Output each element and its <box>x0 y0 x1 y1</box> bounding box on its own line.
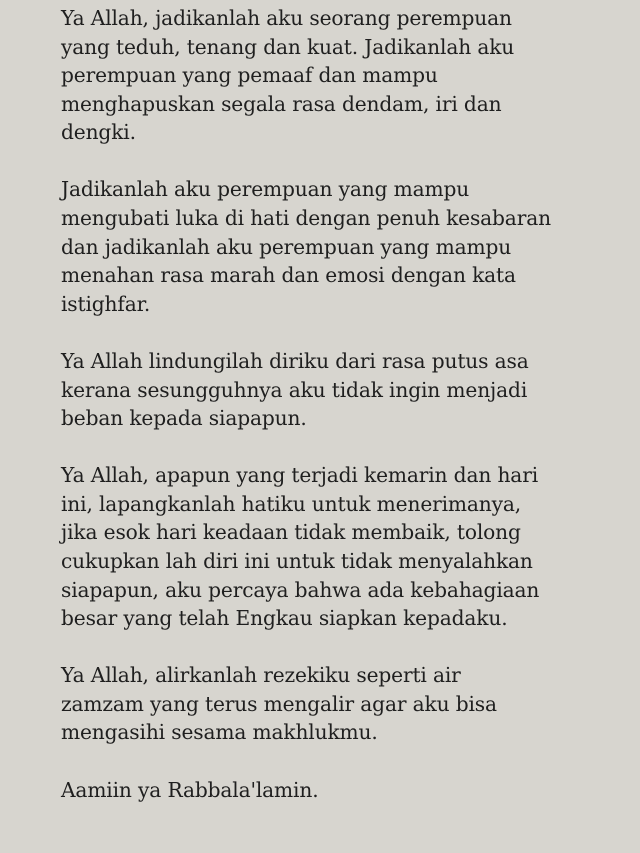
text-line: menahan rasa marah dan emosi dengan kata <box>61 263 516 288</box>
text-line: jika esok hari keadaan tidak membaik, tolong <box>61 520 521 545</box>
text-line: Ya Allah, alirkanlah rezekiku seperti air <box>61 663 461 688</box>
text-line: beban kepada siapapun. <box>61 406 307 431</box>
text-line: mengubati luka di hati dengan penuh kesabaran <box>61 206 551 231</box>
text-line: perempuan yang pemaaf dan mampu <box>61 63 438 88</box>
text-line: kerana sesungguhnya aku tidak ingin menjadi <box>61 377 528 402</box>
text-line: zamzam yang terus mengalir agar aku bisa <box>61 691 497 716</box>
closing-line <box>61 776 600 805</box>
paragraph-5 <box>61 661 600 747</box>
text-line: yang teduh, tenang dan kuat. Jadikanlah aku <box>61 34 515 59</box>
text-line: siapapun, aku percaya bahwa ada kebahagiaan <box>61 577 540 602</box>
text-line: Ya Allah, apapun yang terjadi kemarin dan hari <box>61 463 538 488</box>
text-line: dengki. <box>61 120 136 145</box>
text-line: besar yang telah Engkau siapkan kepadaku. <box>61 606 508 631</box>
text-line: dan jadikanlah aku perempuan yang mampu <box>61 234 512 259</box>
text-line: Aamiin ya Rabbala'lamin. <box>61 777 319 802</box>
text-line: mengasihi sesama makhlukmu. <box>61 720 378 745</box>
text-line: Ya Allah, jadikanlah aku seorang perempuan <box>61 6 512 30</box>
paragraph-3 <box>61 347 600 433</box>
text-line: istighfar. <box>61 291 151 316</box>
paragraph-1 <box>61 4 600 147</box>
text-line: cukupkan lah diri ini untuk tidak menyalahkan <box>61 549 533 573</box>
text-line: ini, lapangkanlah hatiku untuk menerimanya, <box>61 491 522 516</box>
text-line: Ya Allah lindungilah diriku dari rasa putus asa <box>61 348 529 373</box>
paragraph-2 <box>61 175 600 318</box>
paragraph-4 <box>61 461 600 633</box>
text-line: menghapuskan segala rasa dendam, iri dan <box>61 91 502 116</box>
text-line: Jadikanlah aku perempuan yang mampu <box>61 177 470 202</box>
